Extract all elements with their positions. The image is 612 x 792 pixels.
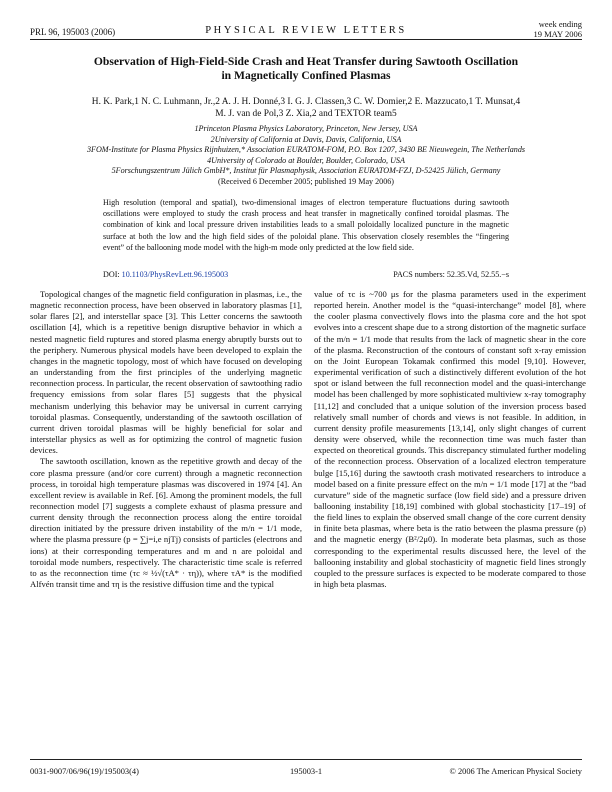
authors-line-2: M. J. van de Pol,3 Z. Xia,2 and TEXTOR team5 (215, 109, 397, 119)
footer-rule (30, 759, 582, 760)
affiliation-3: 3FOM-Institute for Plasma Physics Rijnhuizen,* Association EURATOM-FOM, P.O. Box 1207, 3430 BE Nieuwegein, The Netherlands (86, 145, 526, 154)
issue-date (534, 20, 583, 39)
abstract: High resolution (temporal and spatial), two-dimensional images of electron temperature fluctuations during sawtooth oscillations were employed to study the crash process and heat transfer in magnetically confined toroidal plasmas. The combination of kink and local pressure driven instabilities leads to a small poloidally localized puncture in the magnetic surface at both the low and the high field sides of the poloidal plane. This observation closely resembles the “fingering event” of the ballooning mode model with the high-m mode only predicted at the low field side. (103, 198, 509, 252)
title-line-2: in Magnetically Confined Plasmas (221, 69, 391, 82)
affiliation-5: 5Forschungszentrum Jülich GmbH*, Institut für Plasmaphysik, Association EURATOM-FZJ, D-52425 Jülich, Germany (111, 166, 501, 175)
copyright: © 2006 The American Physical Society (449, 767, 582, 776)
doi-link[interactable]: 10.1103/PhysRevLett.96.195003 (121, 270, 229, 279)
issue-date-value: 19 MAY 2006 (533, 28, 582, 39)
doi-line (103, 270, 509, 279)
doi-label: DOI: (103, 270, 120, 279)
paragraph: value of τc is ~700 μs for the plasma parameters used in the experiment reported herein. Another model is the “quasi-interchange” model [8], where the cooler plasma convectively flows into the plasma core and the hot spot evolves into a crescent shape due to a strong distortion of the magnetic surface of the m/n = 1/1 mode that results from the lack of magnetic shear in the core of the plasma. Reconstruction of the contours of constant soft x-ray emission on the Joint European Tokamak confirmed this model [9,10]. However, experimental verification of such a distinctively different evolution of the hot spot or island between the full reconnection model and the quasi-interchange model has been challenged by more sophisticated multiview x-ray tomography [11,12] and concluded that a unique solution of the inversion process based relatively small number of chords and views is not feasible. In addition, in current density profile measurements [13,14], only slight changes of current density were observed, while the reconnection time was much faster than expected on theoretical grounds. This discrepancy stimulated further modeling of the reconnection process. Observation of a localized electron temperature bulge [15,16] during the sawtooth crash motivated researchers to introduce a model based on a finite pressure effect on the m/n = 1/1 mode [17] at the “bad curvature” side of the magnetic surface (low field side) and a pressure driven ballooning instability [18,19] combined with global stochasticity [17–19] of the field lines to explain the observed small change of the core current density in finite beta plasmas, where beta is the ratio between the plasma pressure (p) and the magnetic energy (B²/2μ0). In moderate beta plasmas, such as those corresponding to the experimental results discussed here, the level of the ballooning instability and global stochasticity of magnetic field lines strongly coupled to the pressure surfaces is expected to be moderate compared to those in high beta plasmas. (314, 289, 586, 590)
issue-date-label: week ending (538, 19, 582, 29)
authors-line-1: H. K. Park,1 N. C. Luhmann, Jr.,2 A. J. H. Donné,3 I. G. J. Classen,3 C. W. Domier,2 E. Mazzucato,1 T. Munsat,4 (91, 97, 521, 107)
title-line-1: Observation of High-Field-Side Crash and Heat Transfer during Sawtooth Oscillation (93, 55, 519, 68)
header-rule (30, 39, 582, 40)
paragraph: The sawtooth oscillation, known as the repetitive growth and decay of the core plasma pressure (and/or core current) through a magnetic reconnection process, in toroidal high temperature plasmas was discovered in 1974 [4]. An excellent review is available in Ref. [6]. Among the prominent models, the full reconnection model [7] suggests a complete exhaust of plasma pressure and current density through the reconnection process along the entire toroidal direction initiated by the pressure driven instability of the m/n = 1/1 mode, where the plasma pressure (p = ∑j=i,e njTj) consists of particles (electrons and ions) at their corresponding temperatures and m and n are poloidal and toroidal mode numbers, respectively. The characteristic time scale is referred to as the reconnection time (τc ≈ ½√(τA* · τη)), where τA* is the modified Alfvén transit time and τη is the resistive diffusion time and the typical (30, 456, 302, 590)
article-code: 0031-9007/06/96(19)/195003(4) (30, 767, 139, 776)
body-column-left (30, 289, 302, 590)
pacs-numbers: PACS numbers: 52.35.Vd, 52.55.−s (393, 270, 509, 279)
article-title (60, 55, 552, 83)
affiliation-4: 4University of Colorado at Boulder, Boulder, Colorado, USA (207, 155, 405, 165)
received-date: (Received 6 December 2005; published 19 May 2006) (218, 176, 394, 186)
affiliation-1: 1Princeton Plasma Physics Laboratory, Princeton, New Jersey, USA (194, 124, 418, 133)
paragraph: Topological changes of the magnetic field configuration in plasmas, i.e., the magnetic reconnection process, have been observed in laboratory plasmas [1], solar flares [2], and interstellar space [3]. This Letter concerns the sawtooth oscillation [4], which is a repetitive benign disruptive behavior in which a nested magnetic field ruptures and stored plasma energy abruptly bursts out to the periphery. Numerous physical models have been developed to explain the changes in the magnetic topology, most of which have focused on developing an understanding from the first principles of the underlying magnetic reconnection process. In particular, the recent observation of sawtoothing radio frequency emissions from solar flares [5] suggests that the physical mechanism underlying this behavior may be universal in current carrying toroidal plasmas. Consequently, understanding of the sawtooth oscillation of current driven toroidal plasmas will be highly beneficial for solar and interstellar physics as well as for optimizing the control of magnetic fusion devices. (30, 289, 302, 456)
page-number: 195003-1 (289, 767, 323, 776)
affiliation-2: 2University of California at Davis, Davis, California, USA (210, 134, 402, 144)
journal-name: PHYSICAL REVIEW LETTERS (205, 25, 407, 36)
body-column-right (314, 289, 586, 590)
affiliations (20, 124, 592, 187)
author-list (40, 96, 572, 120)
journal-citation: PRL 96, 195003 (2006) (30, 27, 116, 37)
